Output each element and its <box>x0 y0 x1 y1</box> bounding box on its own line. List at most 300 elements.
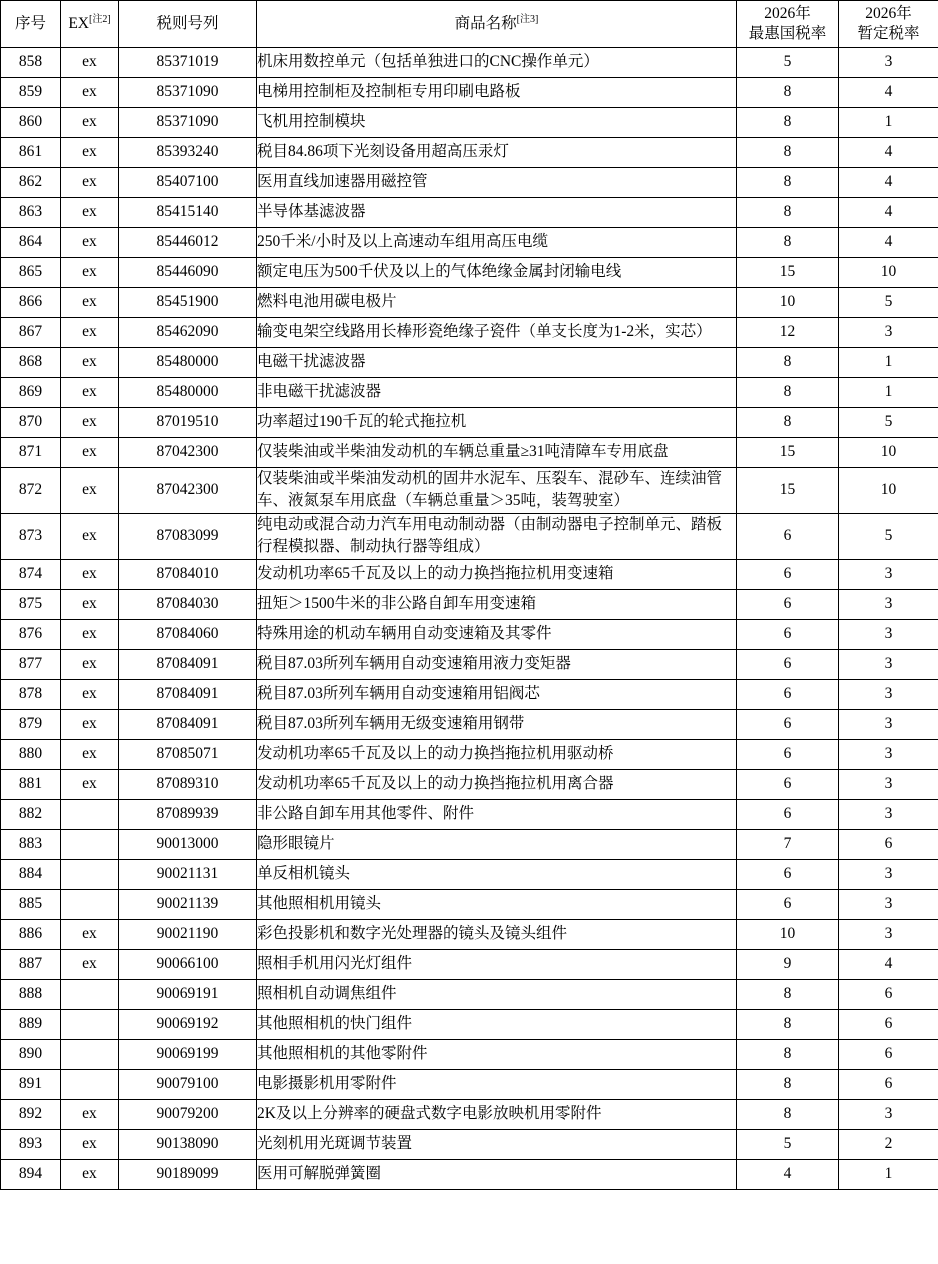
cell-seq <box>1 1099 61 1129</box>
cell-ex <box>61 258 119 288</box>
cell-code-text: 87089310 <box>156 775 219 793</box>
cell-provisional-rate-text: 3 <box>884 625 893 643</box>
cell-provisional-rate-text: 10 <box>880 481 897 499</box>
cell-mfn-rate <box>737 513 839 559</box>
cell-code-text: 90021190 <box>156 925 219 943</box>
cell-mfn-rate <box>737 108 839 138</box>
cell-code <box>119 78 257 108</box>
cell-mfn-rate <box>737 679 839 709</box>
cell-seq <box>1 258 61 288</box>
cell-ex-text: ex <box>82 625 97 643</box>
cell-mfn-rate-text: 10 <box>779 293 796 311</box>
cell-code <box>119 799 257 829</box>
cell-name-text: 照相手机用闪光灯组件 <box>257 955 413 973</box>
cell-name-text: 非电磁干扰滤波器 <box>257 383 382 401</box>
cell-mfn-rate-text: 5 <box>783 1135 792 1153</box>
cell-provisional-rate <box>839 919 938 949</box>
cell-code <box>119 1129 257 1159</box>
cell-ex <box>61 1009 119 1039</box>
table-row <box>1 138 938 168</box>
cell-name-text: 税目87.03所列车辆用无级变速箱用钢带 <box>257 715 525 733</box>
cell-provisional-rate-text: 3 <box>884 1105 893 1123</box>
cell-provisional-rate-text: 6 <box>884 835 893 853</box>
header-mfn-rate <box>737 1 839 48</box>
cell-ex-text: ex <box>82 383 97 401</box>
cell-mfn-rate <box>737 408 839 438</box>
cell-mfn-rate <box>737 438 839 468</box>
table-row <box>1 1009 938 1039</box>
cell-seq <box>1 949 61 979</box>
table-row <box>1 78 938 108</box>
header-row <box>1 1 938 48</box>
cell-ex <box>61 1039 119 1069</box>
cell-name-text: 功率超过190千瓦的轮式拖拉机 <box>257 413 467 431</box>
cell-code-text: 85446012 <box>156 233 219 251</box>
cell-code-text: 90013000 <box>156 835 219 853</box>
cell-mfn-rate <box>737 739 839 769</box>
table-row <box>1 168 938 198</box>
cell-mfn-rate <box>737 138 839 168</box>
cell-mfn-rate-text: 15 <box>779 263 796 281</box>
cell-mfn-rate-text: 6 <box>783 805 792 823</box>
cell-name <box>257 859 737 889</box>
cell-name-text: 仅装柴油或半柴油发动机的车辆总重量≥31吨清障车专用底盘 <box>257 443 669 461</box>
cell-mfn-rate-text: 8 <box>783 1075 792 1093</box>
cell-provisional-rate-text: 4 <box>884 83 893 101</box>
cell-provisional-rate <box>839 859 938 889</box>
cell-code-text: 87042300 <box>156 443 219 461</box>
cell-ex-text: ex <box>82 527 97 545</box>
cell-code-text: 87042300 <box>156 481 219 499</box>
cell-name-text: 250千米/小时及以上高速动车组用高压电缆 <box>257 233 549 251</box>
cell-name <box>257 589 737 619</box>
table-row <box>1 318 938 348</box>
cell-seq <box>1 1009 61 1039</box>
cell-ex-text: ex <box>82 775 97 793</box>
table-row <box>1 408 938 438</box>
cell-code-text: 87089939 <box>156 805 219 823</box>
cell-code <box>119 1099 257 1129</box>
cell-ex <box>61 1099 119 1129</box>
cell-name-text: 彩色投影机和数字光处理器的镜头及镜头组件 <box>257 925 568 943</box>
cell-seq-text: 862 <box>18 173 43 191</box>
cell-code-text: 90021139 <box>156 895 219 913</box>
cell-ex <box>61 949 119 979</box>
cell-code <box>119 709 257 739</box>
cell-mfn-rate-text: 5 <box>783 53 792 71</box>
cell-provisional-rate <box>839 679 938 709</box>
header-ex <box>61 1 119 48</box>
cell-provisional-rate <box>839 48 938 78</box>
cell-seq-text: 884 <box>18 865 43 883</box>
cell-mfn-rate-text: 8 <box>783 985 792 1003</box>
cell-name-text: 非公路自卸车用其他零件、附件 <box>257 805 475 823</box>
cell-ex <box>61 198 119 228</box>
cell-code <box>119 919 257 949</box>
cell-provisional-rate <box>839 1129 938 1159</box>
cell-code-text: 85371090 <box>156 83 219 101</box>
cell-provisional-rate <box>839 559 938 589</box>
cell-mfn-rate <box>737 1159 839 1189</box>
cell-mfn-rate <box>737 168 839 198</box>
cell-seq-text: 861 <box>18 143 43 161</box>
cell-seq-text: 860 <box>18 113 43 131</box>
cell-provisional-rate-text: 6 <box>884 1015 893 1033</box>
cell-mfn-rate-text: 15 <box>779 481 796 499</box>
table-row <box>1 1159 938 1189</box>
cell-provisional-rate <box>839 1159 938 1189</box>
table-header <box>1 1 938 48</box>
table-row <box>1 859 938 889</box>
cell-provisional-rate <box>839 228 938 258</box>
cell-seq <box>1 513 61 559</box>
cell-mfn-rate-text: 9 <box>783 955 792 973</box>
cell-code <box>119 829 257 859</box>
cell-name-text: 额定电压为500千伏及以上的气体绝缘金属封闭输电线 <box>257 263 622 281</box>
cell-code <box>119 769 257 799</box>
cell-ex <box>61 108 119 138</box>
cell-provisional-rate <box>839 1039 938 1069</box>
cell-mfn-rate-text: 8 <box>783 413 792 431</box>
cell-code-text: 90021131 <box>156 865 219 883</box>
cell-seq <box>1 348 61 378</box>
header-code <box>119 1 257 48</box>
cell-code-text: 90138090 <box>156 1135 219 1153</box>
cell-name-text: 电磁干扰滤波器 <box>257 353 366 371</box>
cell-ex-text: ex <box>82 1165 97 1183</box>
header-mfn-rate-line2: 最惠国税率 <box>748 25 827 42</box>
cell-provisional-rate <box>839 649 938 679</box>
cell-provisional-rate <box>839 288 938 318</box>
cell-mfn-rate-text: 7 <box>783 835 792 853</box>
cell-mfn-rate <box>737 1099 839 1129</box>
table-row <box>1 799 938 829</box>
cell-provisional-rate-text: 10 <box>880 443 897 461</box>
cell-seq-text: 885 <box>18 895 43 913</box>
header-name <box>257 1 737 48</box>
cell-mfn-rate-text: 6 <box>783 715 792 733</box>
cell-mfn-rate-text: 8 <box>783 233 792 251</box>
cell-ex <box>61 408 119 438</box>
table-row <box>1 378 938 408</box>
table-row <box>1 829 938 859</box>
table-row <box>1 949 938 979</box>
cell-provisional-rate-text: 4 <box>884 203 893 221</box>
cell-seq-text: 889 <box>18 1015 43 1033</box>
cell-ex <box>61 799 119 829</box>
cell-code <box>119 198 257 228</box>
cell-name <box>257 258 737 288</box>
header-name-note: [注3] <box>516 13 539 25</box>
cell-code-text: 85407100 <box>156 173 219 191</box>
cell-mfn-rate <box>737 198 839 228</box>
cell-seq-text: 880 <box>18 745 43 763</box>
cell-ex-text: ex <box>82 1105 97 1123</box>
cell-code-text: 87019510 <box>156 413 219 431</box>
cell-seq-text: 873 <box>18 527 43 545</box>
cell-provisional-rate <box>839 1099 938 1129</box>
cell-mfn-rate-text: 6 <box>783 775 792 793</box>
cell-code <box>119 48 257 78</box>
cell-provisional-rate <box>839 318 938 348</box>
cell-name <box>257 1039 737 1069</box>
cell-seq-text: 864 <box>18 233 43 251</box>
cell-seq-text: 882 <box>18 805 43 823</box>
table-row <box>1 589 938 619</box>
cell-name-text: 其他照相机用镜头 <box>257 895 382 913</box>
cell-ex-text: ex <box>82 323 97 341</box>
cell-ex <box>61 318 119 348</box>
cell-seq-text: 866 <box>18 293 43 311</box>
cell-ex-text: ex <box>82 263 97 281</box>
cell-name <box>257 468 737 514</box>
header-ex-note: [注2] <box>89 13 111 25</box>
cell-provisional-rate <box>839 108 938 138</box>
cell-seq-text: 875 <box>18 595 43 613</box>
cell-mfn-rate <box>737 619 839 649</box>
cell-ex-text: ex <box>82 925 97 943</box>
cell-mfn-rate-text: 6 <box>783 625 792 643</box>
cell-code <box>119 949 257 979</box>
cell-name <box>257 619 737 649</box>
cell-ex-text: ex <box>82 1135 97 1153</box>
cell-code <box>119 468 257 514</box>
cell-name <box>257 318 737 348</box>
cell-mfn-rate <box>737 288 839 318</box>
cell-code-text: 85415140 <box>156 203 219 221</box>
cell-mfn-rate-text: 8 <box>783 203 792 221</box>
cell-ex <box>61 739 119 769</box>
cell-ex <box>61 919 119 949</box>
cell-name-text: 其他照相机的其他零附件 <box>257 1045 428 1063</box>
cell-ex <box>61 619 119 649</box>
table-row <box>1 108 938 138</box>
cell-seq <box>1 679 61 709</box>
cell-seq <box>1 48 61 78</box>
cell-name <box>257 1129 737 1159</box>
cell-ex-text: ex <box>82 595 97 613</box>
cell-provisional-rate-text: 3 <box>884 745 893 763</box>
table-row <box>1 979 938 1009</box>
table-body <box>1 48 938 1190</box>
cell-ex <box>61 559 119 589</box>
cell-mfn-rate-text: 6 <box>783 565 792 583</box>
cell-code-text: 90069192 <box>156 1015 219 1033</box>
cell-mfn-rate-text: 6 <box>783 685 792 703</box>
cell-mfn-rate-text: 12 <box>779 323 796 341</box>
cell-seq <box>1 168 61 198</box>
cell-provisional-rate-text: 1 <box>884 1165 893 1183</box>
cell-provisional-rate <box>839 1069 938 1099</box>
cell-seq <box>1 829 61 859</box>
table-row <box>1 1069 938 1099</box>
cell-seq <box>1 138 61 168</box>
cell-ex-text: ex <box>82 715 97 733</box>
cell-provisional-rate-text: 3 <box>884 805 893 823</box>
cell-name <box>257 679 737 709</box>
cell-mfn-rate-text: 8 <box>783 173 792 191</box>
cell-seq <box>1 979 61 1009</box>
cell-ex-text: ex <box>82 233 97 251</box>
cell-name-text: 医用可解脱弹簧圈 <box>257 1165 382 1183</box>
cell-mfn-rate <box>737 649 839 679</box>
cell-ex <box>61 513 119 559</box>
cell-name-text: 隐形眼镜片 <box>257 835 335 853</box>
cell-code-text: 85480000 <box>156 383 219 401</box>
cell-name <box>257 168 737 198</box>
cell-code-text: 90069199 <box>156 1045 219 1063</box>
cell-provisional-rate-text: 1 <box>884 383 893 401</box>
cell-seq-text: 891 <box>18 1075 43 1093</box>
cell-name <box>257 1069 737 1099</box>
cell-name-text: 光刻机用光斑调节装置 <box>257 1135 413 1153</box>
cell-name-text: 2K及以上分辨率的硬盘式数字电影放映机用零附件 <box>257 1105 602 1123</box>
header-provisional-rate-line2: 暂定税率 <box>857 25 920 42</box>
cell-seq-text: 870 <box>18 413 43 431</box>
cell-mfn-rate <box>737 348 839 378</box>
cell-code-text: 85371019 <box>156 53 219 71</box>
cell-code-text: 85393240 <box>156 143 219 161</box>
cell-mfn-rate <box>737 228 839 258</box>
cell-code <box>119 589 257 619</box>
header-code-label: 税则号列 <box>156 14 219 32</box>
header-provisional-rate <box>839 1 938 48</box>
cell-code <box>119 1159 257 1189</box>
cell-seq <box>1 78 61 108</box>
cell-mfn-rate <box>737 859 839 889</box>
cell-seq-text: 890 <box>18 1045 43 1063</box>
cell-name-text: 电梯用控制柜及控制柜专用印刷电路板 <box>257 83 521 101</box>
table-row <box>1 889 938 919</box>
cell-code <box>119 859 257 889</box>
cell-provisional-rate-text: 2 <box>884 1135 893 1153</box>
cell-seq <box>1 859 61 889</box>
cell-code-text: 90066100 <box>156 955 219 973</box>
cell-name <box>257 48 737 78</box>
cell-code-text: 90079200 <box>156 1105 219 1123</box>
cell-ex <box>61 829 119 859</box>
cell-mfn-rate-text: 8 <box>783 353 792 371</box>
cell-name <box>257 198 737 228</box>
cell-name-text: 机床用数控单元（包括单独进口的CNC操作单元） <box>257 53 599 71</box>
cell-provisional-rate-text: 5 <box>884 293 893 311</box>
cell-mfn-rate <box>737 709 839 739</box>
table-row <box>1 709 938 739</box>
cell-mfn-rate <box>737 889 839 919</box>
cell-ex-text: ex <box>82 293 97 311</box>
cell-name-text: 发动机功率65千瓦及以上的动力换挡拖拉机用变速箱 <box>257 565 614 583</box>
cell-code-text: 87084010 <box>156 565 219 583</box>
cell-name-text: 扭矩＞1500牛米的非公路自卸车用变速箱 <box>257 595 537 613</box>
table-row <box>1 1039 938 1069</box>
cell-ex-text: ex <box>82 481 97 499</box>
cell-name <box>257 78 737 108</box>
table-row <box>1 619 938 649</box>
cell-code-text: 85371090 <box>156 113 219 131</box>
cell-name-text: 税目87.03所列车辆用自动变速箱用液力变矩器 <box>257 655 571 673</box>
cell-seq-text: 872 <box>18 481 43 499</box>
cell-mfn-rate <box>737 78 839 108</box>
cell-seq-text: 869 <box>18 383 43 401</box>
cell-seq <box>1 378 61 408</box>
cell-provisional-rate-text: 3 <box>884 715 893 733</box>
cell-ex <box>61 138 119 168</box>
table-row <box>1 468 938 514</box>
cell-provisional-rate <box>839 168 938 198</box>
cell-code <box>119 108 257 138</box>
cell-name-text: 特殊用途的机动车辆用自动变速箱及其零件 <box>257 625 552 643</box>
cell-mfn-rate <box>737 919 839 949</box>
cell-ex <box>61 48 119 78</box>
cell-seq-text: 881 <box>18 775 43 793</box>
cell-ex <box>61 228 119 258</box>
cell-seq-text: 888 <box>18 985 43 1003</box>
cell-mfn-rate-text: 6 <box>783 895 792 913</box>
cell-seq <box>1 198 61 228</box>
cell-mfn-rate <box>737 1039 839 1069</box>
cell-seq <box>1 739 61 769</box>
cell-code <box>119 318 257 348</box>
table-row <box>1 48 938 78</box>
cell-code <box>119 288 257 318</box>
cell-seq-text: 874 <box>18 565 43 583</box>
cell-name <box>257 709 737 739</box>
cell-seq-text: 887 <box>18 955 43 973</box>
cell-name-text: 燃料电池用碳电极片 <box>257 293 397 311</box>
cell-seq <box>1 1039 61 1069</box>
cell-seq-text: 858 <box>18 53 43 71</box>
cell-ex <box>61 649 119 679</box>
cell-code <box>119 348 257 378</box>
cell-code-text: 87084091 <box>156 655 219 673</box>
cell-mfn-rate <box>737 48 839 78</box>
cell-code <box>119 649 257 679</box>
table-row <box>1 258 938 288</box>
cell-mfn-rate <box>737 829 839 859</box>
cell-ex-text: ex <box>82 113 97 131</box>
table-row <box>1 919 938 949</box>
cell-provisional-rate <box>839 619 938 649</box>
cell-code <box>119 378 257 408</box>
cell-provisional-rate-text: 10 <box>880 263 897 281</box>
table-row <box>1 348 938 378</box>
cell-code <box>119 739 257 769</box>
cell-seq <box>1 769 61 799</box>
cell-ex-text: ex <box>82 655 97 673</box>
cell-ex <box>61 709 119 739</box>
table-row <box>1 1129 938 1159</box>
cell-mfn-rate-text: 6 <box>783 865 792 883</box>
cell-name <box>257 378 737 408</box>
cell-name-text: 医用直线加速器用磁控管 <box>257 173 428 191</box>
cell-name-text: 发动机功率65千瓦及以上的动力换挡拖拉机用驱动桥 <box>257 745 614 763</box>
cell-name <box>257 799 737 829</box>
cell-seq-text: 883 <box>18 835 43 853</box>
cell-provisional-rate-text: 3 <box>884 655 893 673</box>
cell-ex <box>61 589 119 619</box>
cell-mfn-rate <box>737 589 839 619</box>
cell-code-text: 87085071 <box>156 745 219 763</box>
cell-seq-text: 871 <box>18 443 43 461</box>
cell-code-text: 90079100 <box>156 1075 219 1093</box>
cell-provisional-rate-text: 4 <box>884 173 893 191</box>
cell-seq-text: 867 <box>18 323 43 341</box>
cell-code <box>119 1009 257 1039</box>
cell-seq-text: 879 <box>18 715 43 733</box>
cell-mfn-rate-text: 8 <box>783 383 792 401</box>
cell-seq-text: 894 <box>18 1165 43 1183</box>
cell-name <box>257 1159 737 1189</box>
